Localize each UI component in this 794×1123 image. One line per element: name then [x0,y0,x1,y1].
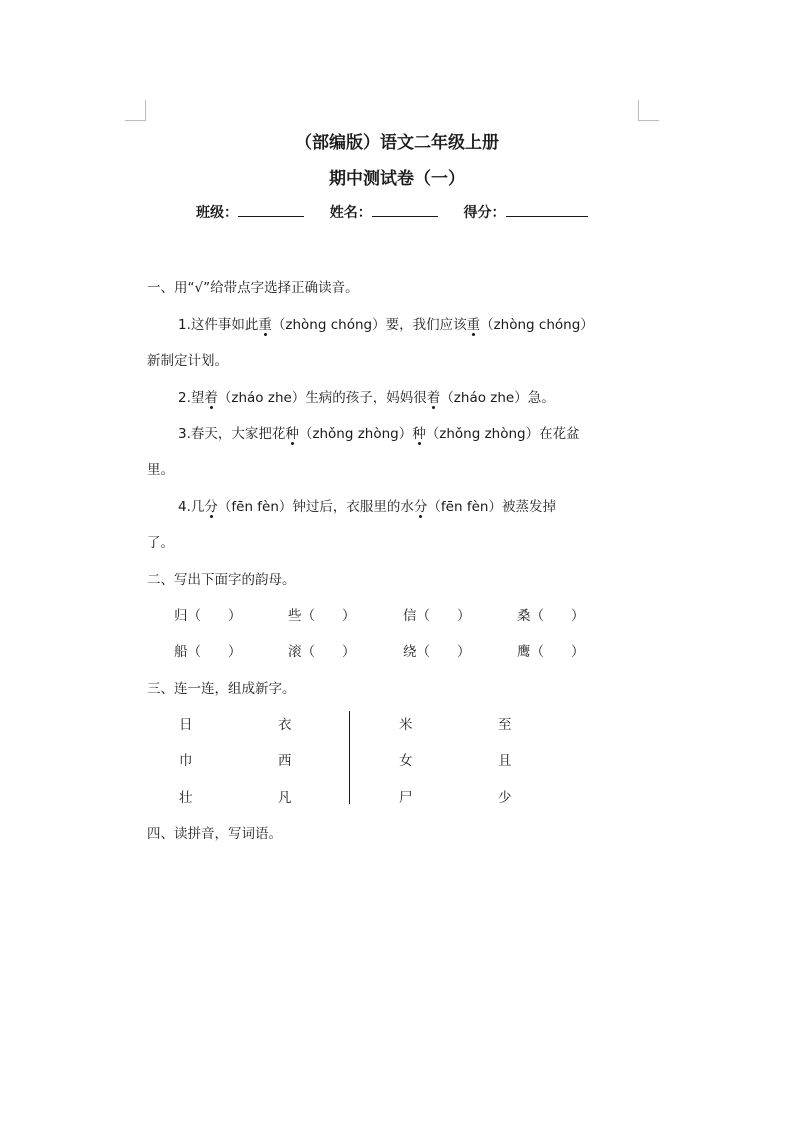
final-item: 些（ ） [288,608,356,624]
final-item: 信（ ） [403,608,471,624]
section3-heading: 三、连一连，组成新字。 [147,681,296,697]
match-char[interactable]: 巾 [179,753,193,769]
final-item: 绕（ ） [403,644,471,660]
match-char[interactable]: 至 [498,717,512,733]
name-label: 姓名： [329,205,372,221]
match-char[interactable]: 且 [498,753,512,769]
title-line2: 期中测试卷（一） [329,169,465,189]
score-blank[interactable] [506,202,588,217]
title-line1: （部编版）语文二年级上册 [295,133,499,153]
question-3-line2: 里。 [147,462,174,478]
column-divider [349,711,350,804]
match-char[interactable]: 少 [498,790,512,806]
question-3-line1: 3.春天，大家把花种（zhǒng zhòng）种（zhǒng zhòng）在花盆 [178,422,580,442]
dotted-char: 分 [414,495,428,515]
final-item: 鹰（ ） [517,644,585,660]
final-item: 船（ ） [174,644,242,660]
question-4-line1: 4.几分（fēn fèn）钟过后，衣服里的水分（fēn fèn）被蒸发掉 [178,495,556,515]
dotted-char: 重 [258,313,272,333]
final-item: 归（ ） [174,608,242,624]
match-char[interactable]: 女 [399,753,413,769]
question-1-line1: 1.这件事如此重（zhòng chóng）要，我们应该重（zhòng chóng） [178,313,594,333]
class-label: 班级： [196,205,238,221]
section1-heading: 一、用“√”给带点字选择正确读音。 [147,280,359,296]
question-2: 2.望着（zháo zhe）生病的孩子，妈妈很着（zháo zhe）急。 [178,386,555,406]
match-char[interactable]: 米 [399,717,413,733]
dotted-char: 种 [285,422,299,442]
margin-corner-top-right [638,100,659,121]
match-char[interactable]: 尸 [399,790,413,806]
margin-corner-top-left [125,100,146,121]
section2-heading: 二、写出下面字的韵母。 [147,572,296,588]
match-char[interactable]: 壮 [179,790,193,806]
name-blank[interactable] [372,202,438,217]
match-char[interactable]: 西 [278,753,292,769]
dotted-char: 种 [412,422,426,442]
final-item: 滚（ ） [288,644,356,660]
dotted-char: 着 [204,386,218,406]
final-item: 桑（ ） [517,608,585,624]
question-1-line2: 新制定计划。 [147,353,228,369]
class-blank[interactable] [238,202,304,217]
match-char[interactable]: 衣 [278,717,292,733]
dotted-char: 重 [467,313,481,333]
match-char[interactable]: 凡 [278,790,292,806]
student-info-row [196,202,588,222]
dotted-char: 分 [204,495,218,515]
dotted-char: 着 [427,386,441,406]
match-char[interactable]: 日 [179,717,193,733]
score-label: 得分： [463,205,506,221]
section4-heading: 四、读拼音，写词语。 [147,826,282,842]
question-4-line2: 了。 [147,535,174,551]
